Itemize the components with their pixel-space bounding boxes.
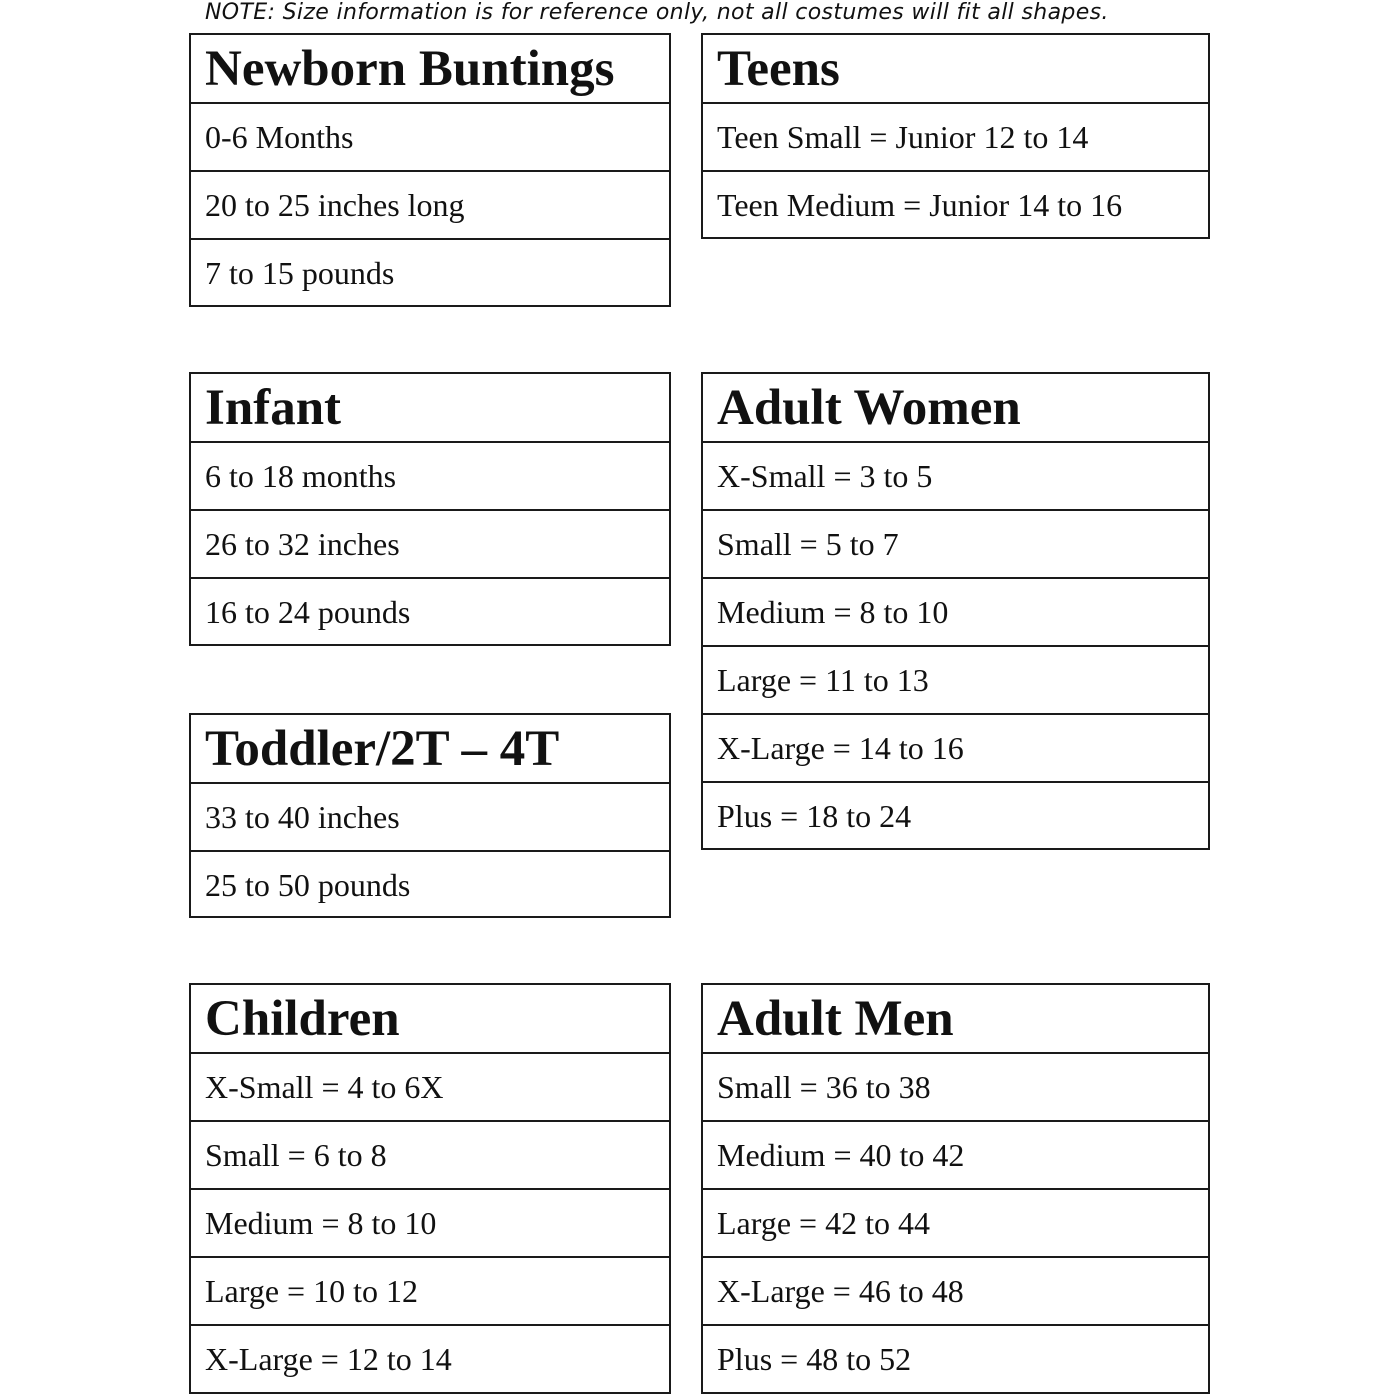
- teens-row: Teen Small = Junior 12 to 14: [703, 102, 1208, 170]
- adult-men-table: [701, 983, 1210, 1394]
- infant-title: Infant: [205, 379, 342, 436]
- newborn-buntings-row: 0-6 Months: [191, 102, 669, 170]
- adult-women-row: X-Large = 14 to 16: [703, 713, 1208, 781]
- children-row: Medium = 8 to 10: [191, 1188, 669, 1256]
- children-title: Children: [205, 990, 400, 1047]
- adult-women-row: Plus = 18 to 24: [703, 781, 1208, 849]
- teens-title: Teens: [717, 40, 840, 97]
- adult-men-row: Plus = 48 to 52: [703, 1324, 1208, 1392]
- adult-women-row: Small = 5 to 7: [703, 509, 1208, 577]
- newborn-buntings-row: 20 to 25 inches long: [191, 170, 669, 238]
- adult-men-row: Small = 36 to 38: [703, 1052, 1208, 1120]
- size-disclaimer-note: NOTE: Size information is for reference only, not all costumes will fit all shapes.: [205, 0, 1109, 25]
- newborn-buntings-row: 7 to 15 pounds: [191, 238, 669, 306]
- adult-men-row: Medium = 40 to 42: [703, 1120, 1208, 1188]
- adult-women-row: X-Small = 3 to 5: [703, 441, 1208, 509]
- teens-table: [701, 33, 1210, 239]
- toddler-row: 25 to 50 pounds: [191, 850, 669, 918]
- toddler-table: [189, 713, 671, 918]
- newborn-buntings-table: [189, 33, 671, 307]
- teens-row: Teen Medium = Junior 14 to 16: [703, 170, 1208, 238]
- children-table: [189, 983, 671, 1394]
- adult-women-table: [701, 372, 1210, 850]
- adult-women-title: Adult Women: [717, 379, 1021, 436]
- newborn-buntings-title: Newborn Buntings: [205, 40, 615, 97]
- infant-row: 26 to 32 inches: [191, 509, 669, 577]
- children-row: Small = 6 to 8: [191, 1120, 669, 1188]
- toddler-row: 33 to 40 inches: [191, 782, 669, 850]
- toddler-title: Toddler/2T – 4T: [205, 720, 560, 777]
- adult-women-row: Large = 11 to 13: [703, 645, 1208, 713]
- adult-men-title: Adult Men: [717, 990, 954, 1047]
- children-row: X-Small = 4 to 6X: [191, 1052, 669, 1120]
- adult-women-row: Medium = 8 to 10: [703, 577, 1208, 645]
- children-row: Large = 10 to 12: [191, 1256, 669, 1324]
- infant-table: [189, 372, 671, 646]
- infant-row: 16 to 24 pounds: [191, 577, 669, 645]
- adult-men-row: X-Large = 46 to 48: [703, 1256, 1208, 1324]
- children-row: X-Large = 12 to 14: [191, 1324, 669, 1392]
- infant-row: 6 to 18 months: [191, 441, 669, 509]
- adult-men-row: Large = 42 to 44: [703, 1188, 1208, 1256]
